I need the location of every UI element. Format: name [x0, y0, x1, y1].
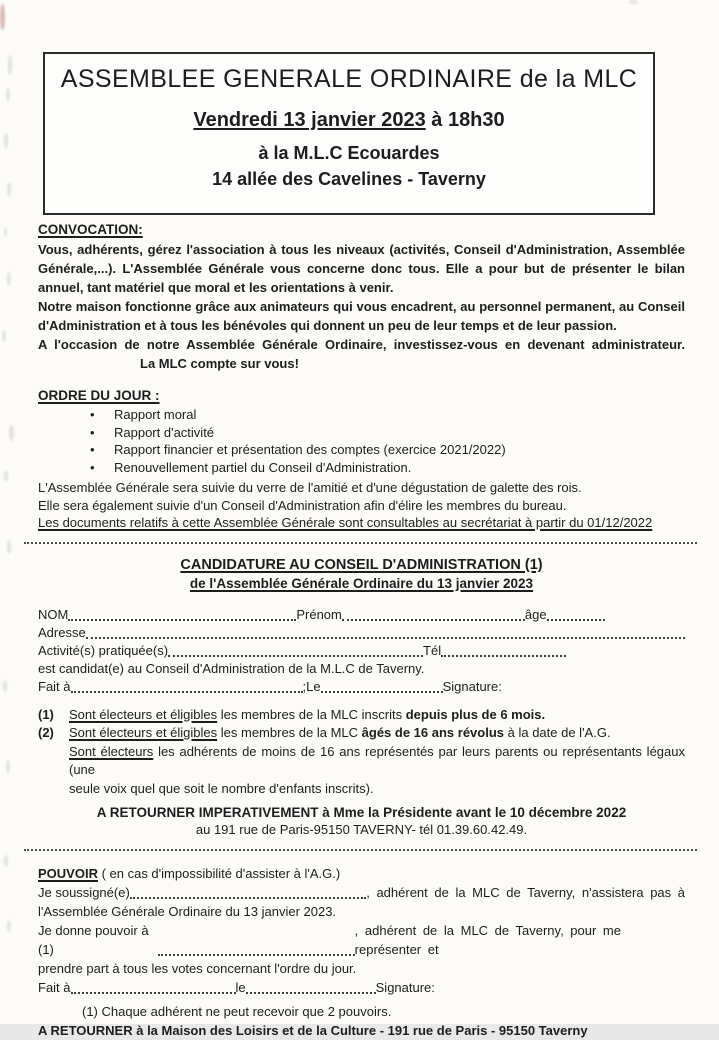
dotted-separator	[24, 542, 697, 544]
scan-artifact	[6, 760, 10, 774]
scan-artifact	[7, 182, 11, 197]
agenda-item: • Rapport moral	[38, 406, 685, 424]
field-label-signature: Signature:	[375, 980, 435, 995]
field-label-soussigne: Je soussigné(e)	[38, 885, 130, 900]
proxy-row-grantee	[38, 921, 685, 959]
proxy-line3-rest: , adhérent de la MLC de Taverny, pour me représenter et	[354, 923, 621, 957]
agenda-item: • Rapport financier et présentation des comptes (exercice 2021/2022)	[38, 441, 685, 459]
scan-artifact	[2, 330, 6, 342]
candidacy-form	[38, 606, 685, 696]
field-label-pouvoir-a: Je donne pouvoir à (1)	[38, 923, 149, 957]
form-row-candidate-statement	[38, 660, 685, 678]
scan-artifact	[4, 133, 8, 149]
return-instruction-line1: A RETOURNER IMPERATIVEMENT à Mme la Présidente avant le 10 décembre 2022	[96, 805, 627, 820]
convocation-paragraph-line: annuel, tant matériel que moral et les orientations à venir.	[38, 280, 394, 295]
header-box	[43, 52, 655, 215]
event-location-line2: 14 allée des Cavelines - Taverny	[212, 169, 486, 189]
proxy-note: (1) Chaque adhérent ne peut recevoir que 2 pouvoirs.	[82, 1004, 392, 1019]
scan-artifact	[4, 470, 8, 482]
footer-return-address: A RETOURNER à la Maison des Loisirs et de la Culture - 191 rue de Paris - 95150 Taverny	[38, 1023, 588, 1038]
form-row-activities	[38, 642, 685, 660]
fait-a-field	[71, 992, 236, 994]
field-label-prenom: Prénom	[296, 606, 342, 622]
eligibility-note-3	[38, 743, 685, 780]
fait-a-field	[71, 691, 303, 693]
eligibility-note-1	[38, 706, 685, 725]
note-mid: les membres de la MLC inscrits	[217, 706, 406, 722]
page-title: ASSEMBLEE GENERALE ORDINAIRE de la MLC	[60, 65, 638, 93]
tel-field	[441, 655, 566, 657]
convocation-paragraph-line: Notre maison fonctionne grâce aux animateurs qui vous encadrent, au personnel permanent, au Conseil	[38, 299, 685, 314]
note-underlined: Sont électeurs et éligibles	[69, 725, 218, 740]
note-rest: à la date de l'A.G.	[504, 725, 611, 740]
scan-artifact	[7, 272, 11, 286]
proxy-line4: prendre part à tous les votes concernant l'ordre du jour.	[38, 961, 357, 976]
event-time: à 18h30	[425, 109, 505, 131]
age-field	[547, 619, 605, 621]
nom-field	[68, 619, 296, 621]
scan-artifact	[9, 425, 14, 441]
field-label-le: le	[235, 980, 246, 995]
eligibility-note-3-cont: seule voix quel que soit le nombre d'enfants inscrits).	[69, 780, 374, 796]
convocation-paragraph-line: Générale,...). L'Assemblée Générale vous concerne donc tous. Elle a pour but de présenter le bilan	[38, 261, 685, 276]
field-label-fait-a: Fait à	[38, 980, 71, 995]
activites-field	[168, 655, 423, 657]
note-underlined: Sont électeurs	[69, 743, 154, 759]
proxy-row-undersigned	[38, 883, 685, 902]
eligibility-notes	[38, 706, 685, 799]
eligibility-note-2	[38, 724, 685, 743]
note-number: (1)	[38, 706, 54, 722]
pouvoir-a-field	[158, 954, 354, 956]
convocation-section	[38, 222, 685, 373]
agenda-heading: ORDRE DU JOUR :	[38, 388, 160, 403]
agenda-item: • Rapport d'activité	[38, 424, 685, 442]
note-text	[69, 706, 685, 725]
note-bold: depuis plus de 6 mois.	[405, 706, 546, 722]
scan-artifact	[7, 920, 11, 932]
proxy-row-signature	[38, 978, 685, 997]
scan-artifact	[6, 88, 10, 102]
convocation-heading: CONVOCATION:	[38, 222, 143, 237]
proxy-heading-title: POUVOIR	[38, 866, 98, 881]
soussigne-field	[130, 897, 366, 899]
field-label-le: ;Le	[302, 678, 321, 694]
agenda-documents-note: Les documents relatifs à cette Assemblée Générale sont consultables au secrétariat à partir du 01/12/2022	[38, 515, 653, 530]
note-mid: les membres de la MLC	[217, 725, 362, 740]
field-label-fait-a: Fait à	[38, 678, 71, 694]
field-label-age: âge	[524, 606, 547, 622]
prenom-field	[342, 619, 525, 621]
convocation-paragraph-line: d'Administration et à tous les bénévoles qui donnent un peu de leur temps et de leur passion.	[38, 318, 617, 333]
return-instruction-line2: au 191 rue de Paris-95150 TAVERNY- tél 01.39.60.42.49.	[195, 822, 528, 837]
field-label-tel: Tél	[423, 642, 442, 658]
agenda-list	[38, 406, 685, 476]
convocation-slogan: La MLC compte sur vous!	[140, 356, 299, 371]
note-underlined: Sont électeurs et éligibles	[69, 706, 218, 722]
agenda-section	[38, 388, 685, 532]
form-row-address	[38, 624, 685, 642]
note-text	[69, 724, 685, 743]
event-date: Vendredi 13 janvier 2023	[193, 109, 426, 131]
agenda-item: • Renouvellement partiel du Conseil d'Administration.	[38, 459, 685, 477]
scan-artifact	[4, 227, 7, 237]
note-rest: les adhérents de moins de 16 ans représentés par leurs parents ou représentants légaux (une	[69, 743, 685, 777]
dotted-separator	[24, 849, 697, 851]
note-number: (2)	[38, 725, 54, 740]
le-field	[321, 691, 443, 693]
scan-artifact	[0, 4, 5, 30]
proxy-heading-rest: ( en cas d'impossibilité d'assister à l'A.G.)	[97, 866, 341, 881]
candidacy-subheading: de l'Assemblée Générale Ordinaire du 13 janvier 2023	[189, 575, 534, 591]
form-row-name	[38, 606, 685, 624]
proxy-heading	[38, 864, 685, 883]
candidacy-section	[38, 557, 685, 840]
proxy-line1-rest: , adhérent de la MLC de Taverny, n'assistera pas à	[366, 885, 685, 900]
field-label-activites: Activité(s) pratiquée(s)	[38, 642, 169, 658]
agenda-note: L'Assemblée Générale sera suivie du verre de l'amitié et d'une dégustation de galette des rois.	[38, 480, 582, 495]
convocation-paragraph-line: Vous, adhérents, gérez l'association à tous les niveaux (activités, Conseil d'Administration, Assemblée	[38, 242, 685, 257]
event-location-line1: à la M.L.C Ecouardes	[258, 143, 440, 163]
agenda-note: Elle sera également suivie d'un Conseil d'Administration afin d'élire les membres du bureau.	[38, 497, 567, 513]
event-date-line	[45, 109, 653, 132]
adresse-field	[86, 637, 685, 639]
scan-artifact	[7, 540, 11, 554]
note-bold: âgés de 16 ans révolus	[361, 725, 505, 740]
candidacy-heading: CANDIDATURE AU CONSEIL D'ADMINISTRATION (1)	[180, 556, 543, 573]
proxy-line2: l'Assemblée Générale Ordinaire du 13 janvier 2023.	[38, 904, 337, 919]
convocation-paragraph-line: A l'occasion de notre Assemblée Générale Ordinaire, investissez-vous en devenant administrateur.	[38, 337, 685, 352]
scan-artifact	[4, 855, 8, 867]
scan-artifact	[3, 680, 7, 692]
field-label-adresse: Adresse	[38, 624, 86, 640]
field-label-signature: Signature:	[442, 678, 502, 694]
scan-artifact	[629, 0, 638, 4]
form-row-signature	[38, 678, 685, 696]
le-field	[246, 992, 376, 994]
field-label-nom: NOM	[38, 606, 69, 622]
scan-artifact	[8, 55, 12, 75]
proxy-section	[38, 864, 685, 1040]
candidate-statement: est candidat(e) au Conseil d'Administration de la M.L.C de Taverny.	[38, 660, 425, 676]
